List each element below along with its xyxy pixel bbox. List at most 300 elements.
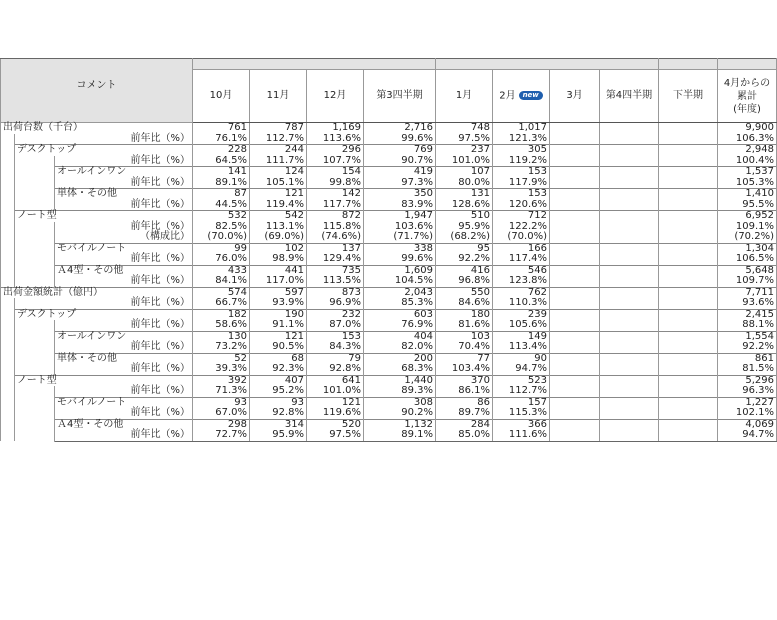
table-cell: 407 xyxy=(250,375,307,386)
table-cell: 1,609 xyxy=(364,265,436,276)
table-cell: 1,440 xyxy=(364,375,436,386)
col-header-nov: 11月 xyxy=(250,70,307,123)
table-cell: 1,304 xyxy=(718,243,777,254)
table-cell: 1,554 xyxy=(718,331,777,342)
table-cell xyxy=(550,342,600,353)
table-cell: 149 xyxy=(493,331,550,342)
table-cell: 9,900 xyxy=(718,123,777,134)
row-label: 前年比（%） xyxy=(55,430,193,441)
table-cell xyxy=(550,364,600,375)
table-cell xyxy=(600,134,659,145)
table-cell: 71.3% xyxy=(193,386,250,397)
table-cell: 113.5% xyxy=(307,276,364,287)
table-cell: 861 xyxy=(718,353,777,364)
table-cell xyxy=(600,265,659,276)
table-cell: 83.9% xyxy=(364,200,436,211)
table-cell: (70.0%) xyxy=(493,232,550,243)
table-cell: 228 xyxy=(193,145,250,156)
table-cell xyxy=(550,276,600,287)
table-cell xyxy=(600,353,659,364)
col-header-oct: 10月 xyxy=(193,70,250,123)
table-cell: 523 xyxy=(493,375,550,386)
table-cell xyxy=(600,243,659,254)
table-cell xyxy=(550,408,600,419)
table-cell xyxy=(550,331,600,342)
table-cell xyxy=(600,254,659,265)
table-cell xyxy=(659,397,718,408)
table-cell: 70.4% xyxy=(436,342,493,353)
table-cell: 153 xyxy=(493,189,550,200)
table-cell: 433 xyxy=(193,265,250,276)
table-cell: 121.3% xyxy=(493,134,550,145)
table-cell xyxy=(550,167,600,178)
table-cell: 101.0% xyxy=(436,156,493,167)
col-header-dec: 12月 xyxy=(307,70,364,123)
header-band-q3 xyxy=(193,59,436,70)
table-cell: 1,169 xyxy=(307,123,364,134)
table-cell: 90 xyxy=(493,353,550,364)
table-cell xyxy=(550,309,600,320)
indent-cell xyxy=(1,134,15,288)
table-cell: 99.6% xyxy=(364,254,436,265)
table-cell: 532 xyxy=(193,211,250,222)
table-cell: 110.3% xyxy=(493,298,550,309)
table-cell xyxy=(550,254,600,265)
table-cell: 103 xyxy=(436,331,493,342)
table-cell: 124 xyxy=(250,167,307,178)
feb-label: 2月 xyxy=(499,90,516,101)
table-cell: 52 xyxy=(193,353,250,364)
table-cell: 157 xyxy=(493,397,550,408)
table-cell: 85.0% xyxy=(436,430,493,441)
indent-cell xyxy=(15,320,55,375)
table-cell: 98.9% xyxy=(250,254,307,265)
table-cell xyxy=(600,386,659,397)
table-cell: 112.7% xyxy=(250,134,307,145)
table-row xyxy=(1,243,777,254)
table-cell: 121 xyxy=(307,397,364,408)
table-cell: 97.5% xyxy=(307,430,364,441)
table-cell: 90.7% xyxy=(364,156,436,167)
table-cell: 5,296 xyxy=(718,375,777,386)
table-body xyxy=(1,123,777,442)
table-cell: 190 xyxy=(250,309,307,320)
table-cell xyxy=(659,167,718,178)
table-cell xyxy=(600,276,659,287)
table-cell xyxy=(550,353,600,364)
table-cell xyxy=(659,430,718,441)
table-cell: 2,043 xyxy=(364,287,436,298)
table-cell xyxy=(659,134,718,145)
table-cell: 232 xyxy=(307,309,364,320)
table-cell xyxy=(600,419,659,430)
table-cell xyxy=(550,134,600,145)
table-cell: 119.2% xyxy=(493,156,550,167)
table-cell: 76.1% xyxy=(193,134,250,145)
table-cell: 68 xyxy=(250,353,307,364)
table-cell: 93 xyxy=(193,397,250,408)
table-cell: 93 xyxy=(250,397,307,408)
table-cell xyxy=(600,145,659,156)
row-label: オールインワン xyxy=(55,331,193,342)
header-band-cum xyxy=(718,59,777,70)
table-cell xyxy=(600,200,659,211)
table-cell: 117.9% xyxy=(493,178,550,189)
table-cell xyxy=(659,232,718,243)
table-row xyxy=(1,276,777,287)
table-cell xyxy=(600,189,659,200)
table-cell: 67.0% xyxy=(193,408,250,419)
table-row xyxy=(1,309,777,320)
table-cell xyxy=(550,232,600,243)
table-cell: 76.9% xyxy=(364,320,436,331)
table-cell: 1,947 xyxy=(364,211,436,222)
table-cell: 370 xyxy=(436,375,493,386)
table-cell: 87 xyxy=(193,189,250,200)
table-cell: 93.9% xyxy=(250,298,307,309)
table-cell: 597 xyxy=(250,287,307,298)
table-cell: 84.6% xyxy=(436,298,493,309)
table-cell: 1,132 xyxy=(364,419,436,430)
table-cell: 117.7% xyxy=(307,200,364,211)
table-cell xyxy=(550,375,600,386)
indent-cell xyxy=(1,298,15,441)
table-cell xyxy=(600,397,659,408)
table-cell: 128.6% xyxy=(436,200,493,211)
table-cell xyxy=(550,211,600,222)
table-cell: 111.6% xyxy=(493,430,550,441)
row-label: 前年比（%） xyxy=(55,222,193,233)
table-cell: 105.1% xyxy=(250,178,307,189)
row-label: 単体・その他 xyxy=(55,353,193,364)
table-cell xyxy=(550,178,600,189)
row-label: Ａ4型・その他 xyxy=(55,265,193,276)
table-cell: 88.1% xyxy=(718,320,777,331)
table-cell: 166 xyxy=(493,243,550,254)
table-cell: 102 xyxy=(250,243,307,254)
table-cell: 82.0% xyxy=(364,342,436,353)
table-cell: 141 xyxy=(193,167,250,178)
table-row xyxy=(1,189,777,200)
row-label: 単体・その他 xyxy=(55,189,193,200)
table-cell: 106.5% xyxy=(718,254,777,265)
table-cell: 872 xyxy=(307,211,364,222)
table-cell xyxy=(659,265,718,276)
table-cell: 787 xyxy=(250,123,307,134)
table-cell: 574 xyxy=(193,287,250,298)
table-cell xyxy=(659,276,718,287)
table-cell xyxy=(659,222,718,233)
table-cell xyxy=(550,397,600,408)
table-cell: 115.8% xyxy=(307,222,364,233)
table-cell xyxy=(550,419,600,430)
table-cell: 109.1% xyxy=(718,222,777,233)
table-cell: 96.3% xyxy=(718,386,777,397)
table-cell: 119.6% xyxy=(307,408,364,419)
table-cell: 180 xyxy=(436,309,493,320)
table-cell: 4,069 xyxy=(718,419,777,430)
table-cell xyxy=(659,353,718,364)
table-cell: 101.0% xyxy=(307,386,364,397)
table-cell: 99.8% xyxy=(307,178,364,189)
table-cell xyxy=(659,342,718,353)
row-label: 出荷金額統計（億円） xyxy=(1,287,193,298)
table-cell: 2,716 xyxy=(364,123,436,134)
col-header-q3: 第3四半期 xyxy=(364,70,436,123)
table-cell: 298 xyxy=(193,419,250,430)
row-label: 前年比（%） xyxy=(55,320,193,331)
table-cell xyxy=(659,419,718,430)
table-cell: 93.6% xyxy=(718,298,777,309)
table-cell: 97.3% xyxy=(364,178,436,189)
row-label: 前年比（%） xyxy=(55,364,193,375)
table-cell: 308 xyxy=(364,397,436,408)
row-label: 前年比（%） xyxy=(55,386,193,397)
col-header-q4: 第4四半期 xyxy=(600,70,659,123)
table-cell: 1,410 xyxy=(718,189,777,200)
table-cell: 89.3% xyxy=(364,386,436,397)
table-cell xyxy=(600,178,659,189)
table-cell: 2,415 xyxy=(718,309,777,320)
table-cell: 200 xyxy=(364,353,436,364)
table-cell xyxy=(600,211,659,222)
col-header-mar: 3月 xyxy=(550,70,600,123)
new-badge: new xyxy=(519,91,543,100)
col-header-jan: 1月 xyxy=(436,70,493,123)
table-cell: 103.6% xyxy=(364,222,436,233)
table-cell xyxy=(600,408,659,419)
indent-cell xyxy=(15,386,55,441)
table-cell: 58.6% xyxy=(193,320,250,331)
table-cell xyxy=(600,232,659,243)
table-cell: 239 xyxy=(493,309,550,320)
table-cell xyxy=(600,364,659,375)
table-cell: 115.3% xyxy=(493,408,550,419)
row-label: 前年比（%） xyxy=(55,156,193,167)
table-row xyxy=(1,386,777,397)
table-cell: 102.1% xyxy=(718,408,777,419)
table-cell: 154 xyxy=(307,167,364,178)
header-band-h2 xyxy=(659,59,718,70)
table-cell: 105.3% xyxy=(718,178,777,189)
table-cell: 113.4% xyxy=(493,342,550,353)
table-cell: 89.1% xyxy=(193,178,250,189)
table-row xyxy=(1,375,777,386)
table-cell: 542 xyxy=(250,211,307,222)
table-cell: (70.2%) xyxy=(718,232,777,243)
table-cell xyxy=(550,265,600,276)
row-label: 前年比（%） xyxy=(15,134,193,145)
table-cell: 95 xyxy=(436,243,493,254)
row-label: モバイルノート xyxy=(55,397,193,408)
table-cell: 1,017 xyxy=(493,123,550,134)
table-cell: 85.3% xyxy=(364,298,436,309)
table-row xyxy=(1,265,777,276)
table-cell: 82.5% xyxy=(193,222,250,233)
table-cell: 95.9% xyxy=(436,222,493,233)
table-cell: 305 xyxy=(493,145,550,156)
table-row xyxy=(1,331,777,342)
row-label: モバイルノート xyxy=(55,243,193,254)
table-cell: 73.2% xyxy=(193,342,250,353)
row-label: ノート型 xyxy=(15,211,193,222)
table-cell: 90.2% xyxy=(364,408,436,419)
table-cell: 79 xyxy=(307,353,364,364)
table-cell: 95.5% xyxy=(718,200,777,211)
table-cell: 92.8% xyxy=(250,408,307,419)
table-cell: 44.5% xyxy=(193,200,250,211)
table-cell: 96.8% xyxy=(436,276,493,287)
row-label: 前年比（%） xyxy=(55,276,193,287)
table-cell: 761 xyxy=(193,123,250,134)
table-cell: 641 xyxy=(307,375,364,386)
table-cell: 86 xyxy=(436,397,493,408)
table-cell xyxy=(659,243,718,254)
table-cell: 520 xyxy=(307,419,364,430)
table-cell xyxy=(659,189,718,200)
table-cell xyxy=(659,408,718,419)
table-cell: 66.7% xyxy=(193,298,250,309)
table-cell: 97.5% xyxy=(436,134,493,145)
table-cell: 546 xyxy=(493,265,550,276)
table-cell: (68.2%) xyxy=(436,232,493,243)
table-cell xyxy=(600,320,659,331)
table-row xyxy=(1,287,777,298)
table-cell: 769 xyxy=(364,145,436,156)
table-cell: 748 xyxy=(436,123,493,134)
shipment-statistics-table xyxy=(0,58,777,442)
col-header-h2: 下半期 xyxy=(659,70,718,123)
table-cell: 1,537 xyxy=(718,167,777,178)
table-cell: 131 xyxy=(436,189,493,200)
table-cell xyxy=(550,287,600,298)
table-cell: 441 xyxy=(250,265,307,276)
table-cell: 91.1% xyxy=(250,320,307,331)
table-cell: 92.8% xyxy=(307,364,364,375)
table-cell xyxy=(550,145,600,156)
table-cell: 153 xyxy=(307,331,364,342)
table-cell: 72.7% xyxy=(193,430,250,441)
table-cell xyxy=(600,331,659,342)
table-cell: 122.2% xyxy=(493,222,550,233)
table-cell: 68.3% xyxy=(364,364,436,375)
table-row xyxy=(1,320,777,331)
table-cell xyxy=(659,211,718,222)
table-cell: 39.3% xyxy=(193,364,250,375)
table-cell xyxy=(659,298,718,309)
table-cell: (71.7%) xyxy=(364,232,436,243)
table-cell xyxy=(659,364,718,375)
table-cell xyxy=(600,287,659,298)
table-row xyxy=(1,211,777,222)
header-band-q4 xyxy=(436,59,659,70)
table-cell: 95.9% xyxy=(250,430,307,441)
table-cell xyxy=(600,309,659,320)
table-cell xyxy=(550,222,600,233)
table-cell xyxy=(550,243,600,254)
table-row xyxy=(1,408,777,419)
table-cell: 112.7% xyxy=(493,386,550,397)
table-cell xyxy=(659,156,718,167)
table-cell: 2,948 xyxy=(718,145,777,156)
table-cell: 314 xyxy=(250,419,307,430)
table-cell xyxy=(550,189,600,200)
table-cell: 109.7% xyxy=(718,276,777,287)
table-row xyxy=(1,397,777,408)
table-cell xyxy=(550,298,600,309)
table-cell xyxy=(550,386,600,397)
indent-cell xyxy=(15,156,55,211)
table-cell: 107.7% xyxy=(307,156,364,167)
row-label: デスクトップ xyxy=(15,145,193,156)
shipment-table-container xyxy=(0,58,777,442)
table-row xyxy=(1,167,777,178)
table-row xyxy=(1,232,777,243)
table-cell: 76.0% xyxy=(193,254,250,265)
row-label: 前年比（%） xyxy=(15,298,193,309)
table-row xyxy=(1,254,777,265)
table-cell xyxy=(550,320,600,331)
table-cell: 550 xyxy=(436,287,493,298)
indent-cell xyxy=(15,222,55,288)
table-cell: 84.1% xyxy=(193,276,250,287)
table-cell: 105.6% xyxy=(493,320,550,331)
table-row xyxy=(1,419,777,430)
table-cell: 89.7% xyxy=(436,408,493,419)
table-cell: 77 xyxy=(436,353,493,364)
row-label: 前年比（%） xyxy=(55,178,193,189)
table-cell xyxy=(550,200,600,211)
table-row xyxy=(1,298,777,309)
table-cell: 80.0% xyxy=(436,178,493,189)
row-label: オールインワン xyxy=(55,167,193,178)
table-cell: 92.2% xyxy=(718,342,777,353)
table-cell: 603 xyxy=(364,309,436,320)
table-cell xyxy=(659,123,718,134)
table-cell xyxy=(550,156,600,167)
table-cell: 96.9% xyxy=(307,298,364,309)
table-cell: (69.0%) xyxy=(250,232,307,243)
table-cell: 103.4% xyxy=(436,364,493,375)
table-cell: 92.2% xyxy=(436,254,493,265)
table-cell xyxy=(659,375,718,386)
table-cell: 111.7% xyxy=(250,156,307,167)
table-cell xyxy=(600,375,659,386)
table-cell xyxy=(600,342,659,353)
table-cell: 99 xyxy=(193,243,250,254)
table-cell: 117.0% xyxy=(250,276,307,287)
table-cell: 284 xyxy=(436,419,493,430)
table-cell: 94.7% xyxy=(718,430,777,441)
row-label: 前年比（%） xyxy=(55,408,193,419)
table-cell: 129.4% xyxy=(307,254,364,265)
table-cell: 244 xyxy=(250,145,307,156)
table-row xyxy=(1,156,777,167)
table-cell: 113.1% xyxy=(250,222,307,233)
table-cell: 1,227 xyxy=(718,397,777,408)
table-cell: 107 xyxy=(436,167,493,178)
table-row xyxy=(1,145,777,156)
table-row xyxy=(1,123,777,134)
table-cell: 762 xyxy=(493,287,550,298)
table-cell: (74.6%) xyxy=(307,232,364,243)
table-cell: 121 xyxy=(250,189,307,200)
table-row xyxy=(1,178,777,189)
table-cell: 338 xyxy=(364,243,436,254)
table-cell xyxy=(659,200,718,211)
table-cell: 404 xyxy=(364,331,436,342)
row-label: 前年比（%） xyxy=(55,342,193,353)
